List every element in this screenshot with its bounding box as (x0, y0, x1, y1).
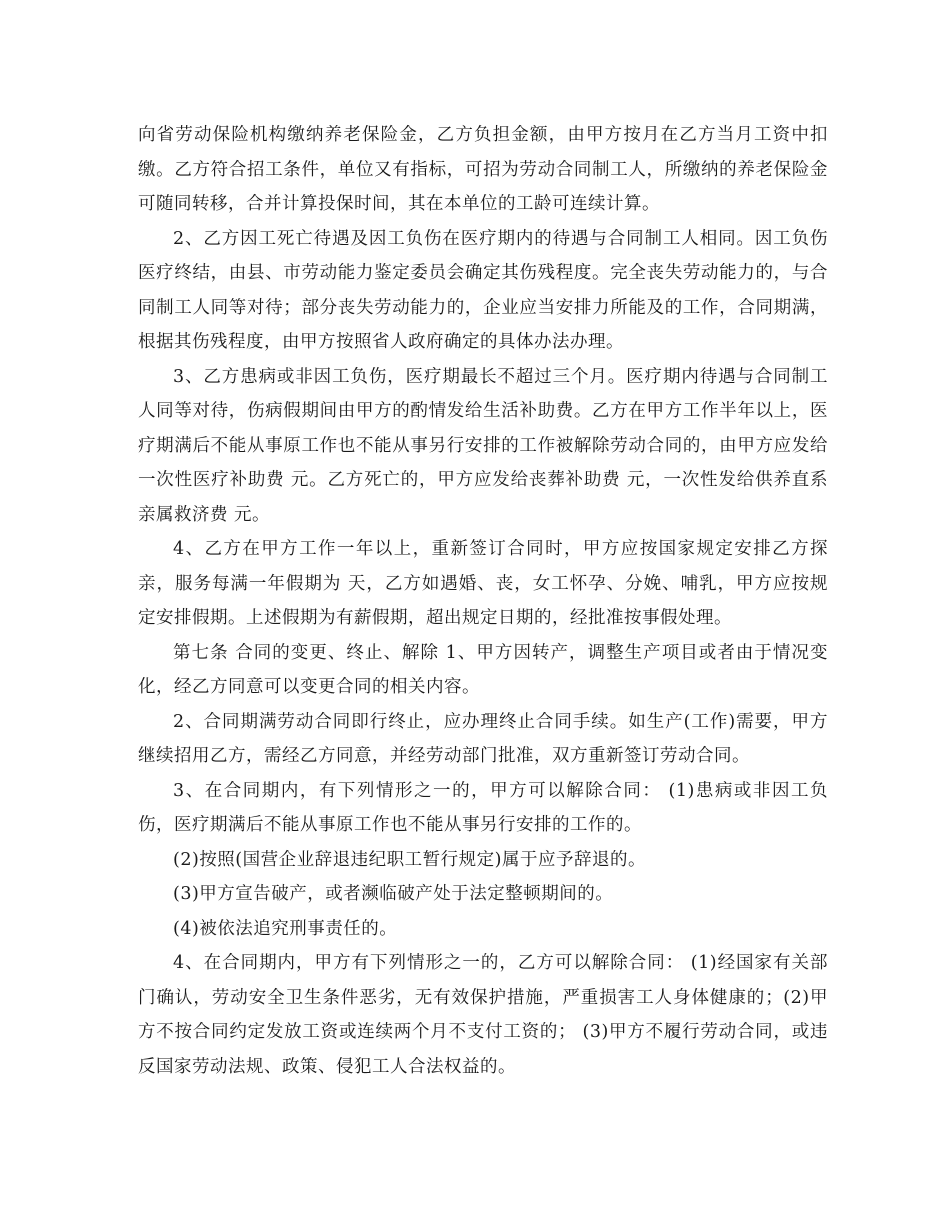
paragraph-dismissal-rule: (2)按照(国营企业辞退违纪职工暂行规定)属于应予辞退的。 (173, 849, 646, 870)
paragraph-contract-expiry: 2、合同期满劳动合同即行终止，应办理终止合同手续。如生产(工作)需要，甲方继续招用乙方，需经乙方同意，并经劳动部门批准，双方重新签订劳动合同。 (138, 711, 828, 766)
paragraph-illness-leave: 3、乙方患病或非因工负伤，医疗期最长不超过三个月。医疗期内待遇与合同制工人同等对待，伤病假期间由甲方的酌情发给生活补助费。乙方在甲方工作半年以上，医疗期满后不能从事原工作也不能从事另行安排的工作被解除劳动合同的，由甲方应发给一次性医疗补助费 元。乙方死亡的，甲方应发给丧葬补助费 元，一次性发给供养直系亲属救济费 元。 (138, 366, 828, 525)
paragraph-criminal-liability: (4)被依法追究刑事责任的。 (173, 918, 398, 939)
paragraph-employer-termination: 3、在合同期内，有下列情形之一的，甲方可以解除合同： (1)患病或非因工负伤，医疗期满后不能从事原工作也不能从事另行安排的工作的。 (138, 780, 828, 835)
paragraph-bankruptcy: (3)甲方宣告破产，或者濒临破产处于法定整顿期间的。 (173, 884, 614, 904)
paragraph-employee-termination: 4、在合同期内，甲方有下列情形之一的，乙方可以解除合同： (1)经国家有关部门确认，劳动安全卫生条件恶劣，无有效保护措施，严重损害工人身体健康的；(2)甲方不按合同约定发放工资或连续两个月不支付工资的； (3)甲方不履行劳动合同，或违反国家劳动法规、政策、侵犯工人合法权益的。 (138, 953, 828, 1077)
paragraph-pension-continuation: 向省劳动保险机构缴纳养老保险金，乙方负担金额，由甲方按月在乙方当月工资中扣缴。乙方符合招工条件，单位又有指标，可招为劳动合同制工人，所缴纳的养老保险金可随同转移，合并计算投保时间，其在本单位的工龄可连续计算。 (138, 125, 828, 214)
document-body (138, 118, 828, 1084)
paragraph-article-seven: 第七条 合同的变更、终止、解除 1、甲方因转产，调整生产项目或者由于情况变化，经乙方同意可以变更合同的相关内容。 (138, 642, 828, 697)
paragraph-home-leave: 4、乙方在甲方工作一年以上，重新签订合同时，甲方应按国家规定安排乙方探亲，服务每满一年假期为 天，乙方如遇婚、丧，女工怀孕、分娩、哺乳，甲方应按规定安排假期。上述假期为有薪假期，超出规定日期的，经批准按事假处理。 (138, 539, 828, 628)
paragraph-work-injury: 2、乙方因工死亡待遇及因工负伤在医疗期内的待遇与合同制工人相同。因工负伤医疗终结，由县、市劳动能力鉴定委员会确定其伤残程度。完全丧失劳动能力的，与合同制工人同等对待；部分丧失劳动能力的，企业应当安排力所能及的工作，合同期满，根据其伤残程度，由甲方按照省人政府确定的具体办法办理。 (138, 228, 828, 352)
